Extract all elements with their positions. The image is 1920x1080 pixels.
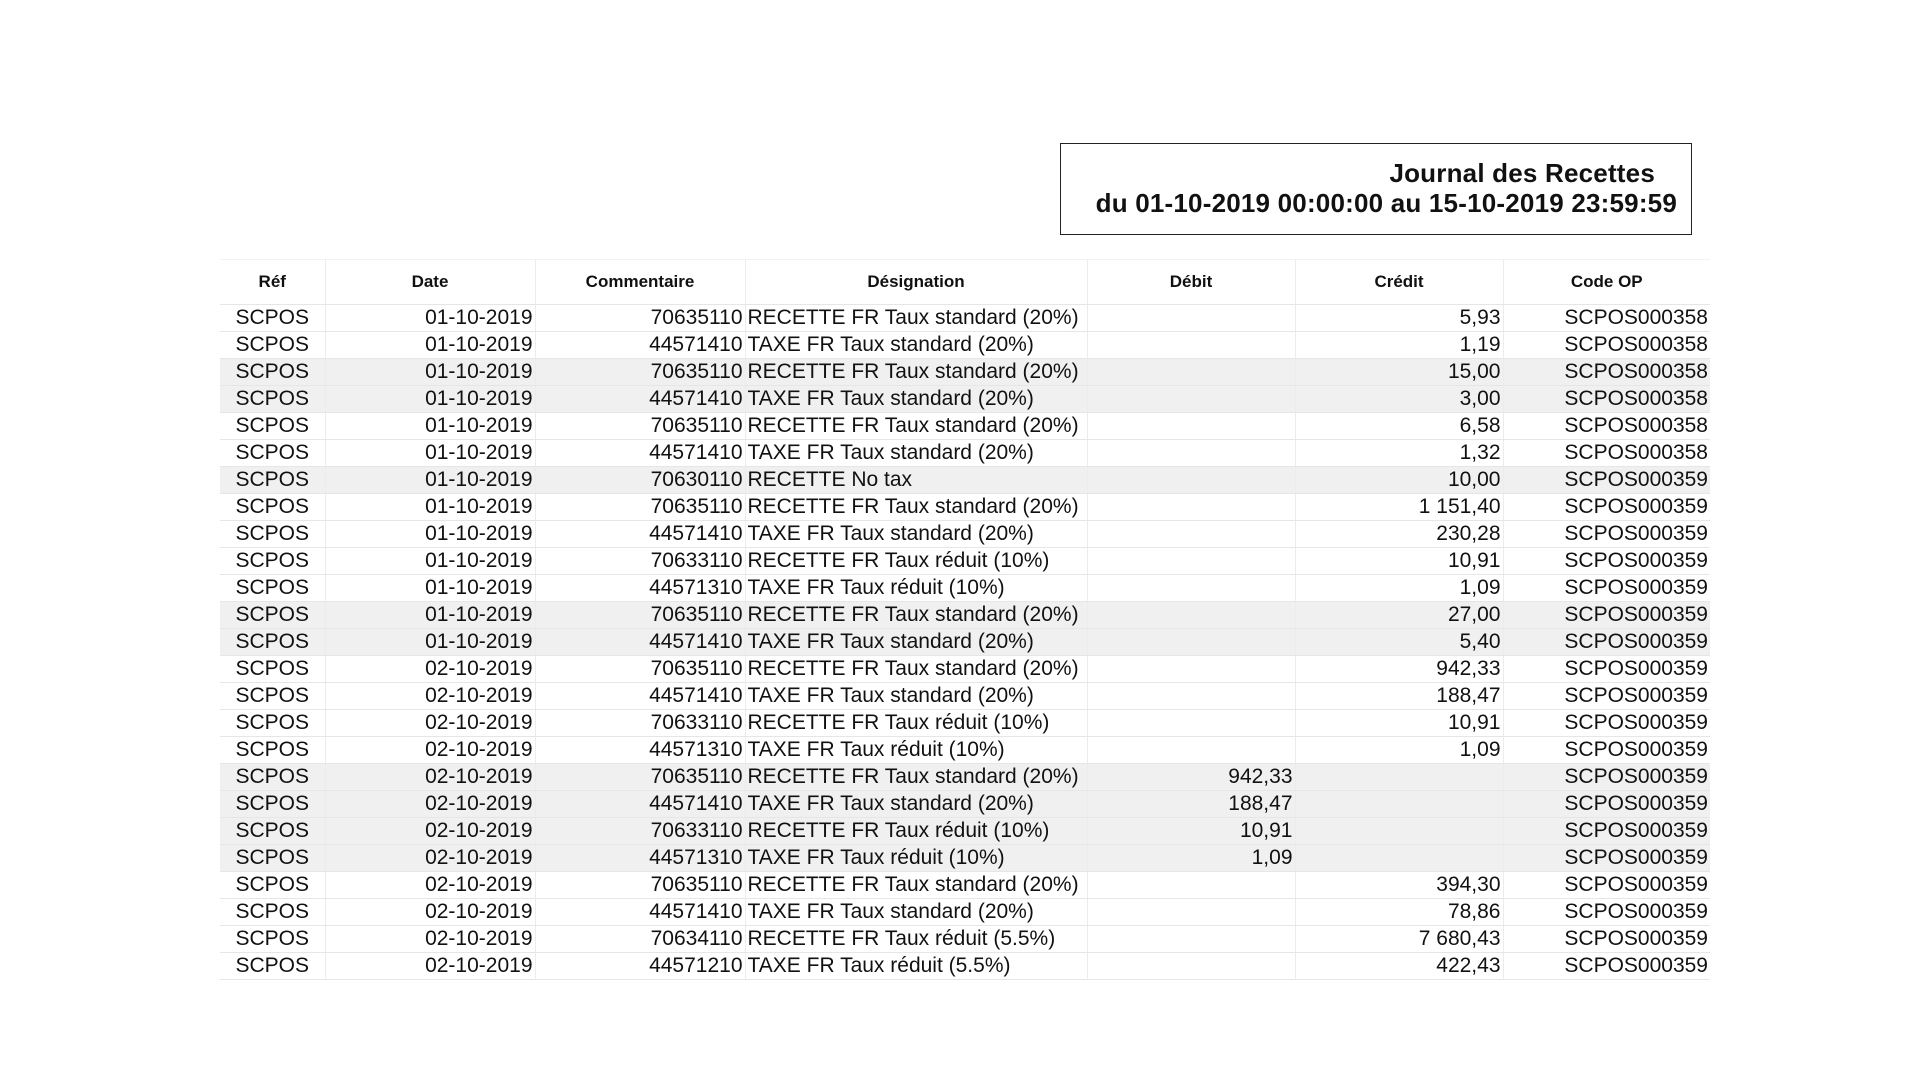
cell-comment: 44571410 (535, 629, 745, 656)
cell-ref: SCPOS (220, 629, 325, 656)
table-row (220, 467, 1710, 494)
cell-debit (1087, 359, 1295, 386)
cell-debit: 1,09 (1087, 845, 1295, 872)
cell-credit: 188,47 (1295, 683, 1503, 710)
cell-date: 01-10-2019 (325, 629, 535, 656)
cell-debit (1087, 656, 1295, 683)
table-row (220, 602, 1710, 629)
cell-designation: RECETTE FR Taux standard (20%) (745, 602, 1087, 629)
cell-credit: 5,93 (1295, 305, 1503, 332)
table-row (220, 548, 1710, 575)
cell-ref: SCPOS (220, 683, 325, 710)
col-header-credit: Crédit (1295, 260, 1503, 305)
cell-debit (1087, 332, 1295, 359)
cell-designation: RECETTE FR Taux standard (20%) (745, 413, 1087, 440)
cell-date: 02-10-2019 (325, 953, 535, 980)
cell-comment: 44571410 (535, 332, 745, 359)
cell-designation: RECETTE No tax (745, 467, 1087, 494)
cell-date: 01-10-2019 (325, 305, 535, 332)
cell-designation: RECETTE FR Taux standard (20%) (745, 764, 1087, 791)
cell-debit: 10,91 (1087, 818, 1295, 845)
cell-debit (1087, 629, 1295, 656)
table-row (220, 953, 1710, 980)
cell-date: 01-10-2019 (325, 440, 535, 467)
cell-comment: 70630110 (535, 467, 745, 494)
cell-ref: SCPOS (220, 602, 325, 629)
cell-code-op: SCPOS000358 (1503, 440, 1710, 467)
cell-credit: 422,43 (1295, 953, 1503, 980)
cell-credit: 230,28 (1295, 521, 1503, 548)
cell-credit: 394,30 (1295, 872, 1503, 899)
table-row (220, 926, 1710, 953)
cell-credit: 10,91 (1295, 710, 1503, 737)
cell-comment: 44571410 (535, 440, 745, 467)
cell-designation: TAXE FR Taux standard (20%) (745, 683, 1087, 710)
cell-credit: 1,09 (1295, 737, 1503, 764)
cell-date: 01-10-2019 (325, 575, 535, 602)
cell-ref: SCPOS (220, 764, 325, 791)
cell-code-op: SCPOS000359 (1503, 521, 1710, 548)
cell-debit (1087, 494, 1295, 521)
cell-debit (1087, 737, 1295, 764)
cell-date: 02-10-2019 (325, 764, 535, 791)
cell-code-op: SCPOS000359 (1503, 656, 1710, 683)
cell-date: 02-10-2019 (325, 656, 535, 683)
cell-comment: 44571310 (535, 737, 745, 764)
cell-code-op: SCPOS000359 (1503, 845, 1710, 872)
cell-credit: 15,00 (1295, 359, 1503, 386)
cell-code-op: SCPOS000359 (1503, 737, 1710, 764)
journal-table (220, 259, 1710, 980)
cell-designation: TAXE FR Taux réduit (10%) (745, 575, 1087, 602)
cell-comment: 70635110 (535, 413, 745, 440)
col-header-ref: Réf (220, 260, 325, 305)
cell-comment: 70635110 (535, 764, 745, 791)
cell-comment: 44571410 (535, 791, 745, 818)
cell-date: 02-10-2019 (325, 683, 535, 710)
cell-date: 02-10-2019 (325, 791, 535, 818)
cell-code-op: SCPOS000359 (1503, 602, 1710, 629)
cell-date: 02-10-2019 (325, 737, 535, 764)
col-header-code-op: Code OP (1503, 260, 1710, 305)
cell-designation: RECETTE FR Taux réduit (10%) (745, 818, 1087, 845)
table-row (220, 764, 1710, 791)
table-row (220, 629, 1710, 656)
table-row (220, 683, 1710, 710)
table-row (220, 845, 1710, 872)
cell-designation: TAXE FR Taux standard (20%) (745, 332, 1087, 359)
cell-code-op: SCPOS000359 (1503, 764, 1710, 791)
cell-ref: SCPOS (220, 359, 325, 386)
cell-date: 02-10-2019 (325, 818, 535, 845)
table-row (220, 872, 1710, 899)
cell-ref: SCPOS (220, 440, 325, 467)
cell-credit: 1,32 (1295, 440, 1503, 467)
cell-credit: 3,00 (1295, 386, 1503, 413)
col-header-designation: Désignation (745, 260, 1087, 305)
cell-comment: 44571410 (535, 899, 745, 926)
cell-designation: TAXE FR Taux standard (20%) (745, 791, 1087, 818)
cell-debit (1087, 575, 1295, 602)
cell-debit (1087, 953, 1295, 980)
cell-credit (1295, 818, 1503, 845)
cell-comment: 44571410 (535, 386, 745, 413)
cell-debit (1087, 926, 1295, 953)
cell-designation: RECETTE FR Taux standard (20%) (745, 872, 1087, 899)
cell-ref: SCPOS (220, 710, 325, 737)
cell-debit (1087, 683, 1295, 710)
cell-code-op: SCPOS000359 (1503, 467, 1710, 494)
cell-comment: 70635110 (535, 602, 745, 629)
cell-ref: SCPOS (220, 467, 325, 494)
report-period: du 01-10-2019 00:00:00 au 15-10-2019 23:59:59 (1095, 188, 1677, 218)
table-row (220, 710, 1710, 737)
cell-debit (1087, 386, 1295, 413)
table-row (220, 521, 1710, 548)
cell-ref: SCPOS (220, 656, 325, 683)
cell-designation: TAXE FR Taux standard (20%) (745, 386, 1087, 413)
cell-credit: 942,33 (1295, 656, 1503, 683)
cell-code-op: SCPOS000359 (1503, 575, 1710, 602)
cell-comment: 70635110 (535, 305, 745, 332)
cell-credit: 1 151,40 (1295, 494, 1503, 521)
cell-code-op: SCPOS000358 (1503, 386, 1710, 413)
cell-debit (1087, 710, 1295, 737)
cell-code-op: SCPOS000359 (1503, 683, 1710, 710)
report-title: Journal des Recettes (1389, 158, 1655, 188)
cell-code-op: SCPOS000359 (1503, 548, 1710, 575)
cell-comment: 44571310 (535, 845, 745, 872)
cell-code-op: SCPOS000358 (1503, 359, 1710, 386)
cell-code-op: SCPOS000359 (1503, 710, 1710, 737)
cell-code-op: SCPOS000358 (1503, 305, 1710, 332)
cell-comment: 70635110 (535, 656, 745, 683)
cell-comment: 44571410 (535, 521, 745, 548)
report-title-box (1060, 143, 1692, 235)
cell-comment: 70633110 (535, 818, 745, 845)
cell-credit (1295, 791, 1503, 818)
cell-date: 01-10-2019 (325, 494, 535, 521)
cell-credit: 27,00 (1295, 602, 1503, 629)
cell-date: 02-10-2019 (325, 845, 535, 872)
cell-ref: SCPOS (220, 332, 325, 359)
cell-credit: 10,91 (1295, 548, 1503, 575)
cell-code-op: SCPOS000359 (1503, 872, 1710, 899)
col-header-date: Date (325, 260, 535, 305)
cell-ref: SCPOS (220, 791, 325, 818)
col-header-debit: Débit (1087, 260, 1295, 305)
cell-credit: 1,09 (1295, 575, 1503, 602)
table-row (220, 305, 1710, 332)
cell-date: 01-10-2019 (325, 386, 535, 413)
cell-date: 02-10-2019 (325, 899, 535, 926)
cell-designation: TAXE FR Taux standard (20%) (745, 521, 1087, 548)
cell-designation: RECETTE FR Taux réduit (10%) (745, 710, 1087, 737)
cell-ref: SCPOS (220, 386, 325, 413)
cell-debit (1087, 602, 1295, 629)
cell-ref: SCPOS (220, 845, 325, 872)
cell-designation: RECETTE FR Taux standard (20%) (745, 359, 1087, 386)
cell-credit (1295, 764, 1503, 791)
cell-debit: 942,33 (1087, 764, 1295, 791)
cell-date: 02-10-2019 (325, 926, 535, 953)
table-row (220, 413, 1710, 440)
cell-credit: 5,40 (1295, 629, 1503, 656)
cell-credit (1295, 845, 1503, 872)
cell-designation: RECETTE FR Taux réduit (5.5%) (745, 926, 1087, 953)
cell-debit (1087, 467, 1295, 494)
col-header-comment: Commentaire (535, 260, 745, 305)
cell-credit: 1,19 (1295, 332, 1503, 359)
table-row (220, 332, 1710, 359)
cell-code-op: SCPOS000359 (1503, 899, 1710, 926)
cell-code-op: SCPOS000358 (1503, 332, 1710, 359)
cell-ref: SCPOS (220, 548, 325, 575)
cell-date: 01-10-2019 (325, 548, 535, 575)
cell-designation: TAXE FR Taux réduit (5.5%) (745, 953, 1087, 980)
cell-comment: 70635110 (535, 494, 745, 521)
table-row (220, 818, 1710, 845)
table-row (220, 359, 1710, 386)
cell-code-op: SCPOS000358 (1503, 413, 1710, 440)
cell-debit (1087, 440, 1295, 467)
cell-ref: SCPOS (220, 413, 325, 440)
cell-designation: TAXE FR Taux réduit (10%) (745, 845, 1087, 872)
cell-ref: SCPOS (220, 737, 325, 764)
cell-debit (1087, 899, 1295, 926)
cell-comment: 70633110 (535, 548, 745, 575)
cell-designation: TAXE FR Taux standard (20%) (745, 440, 1087, 467)
cell-date: 01-10-2019 (325, 359, 535, 386)
table-row (220, 791, 1710, 818)
table-row (220, 494, 1710, 521)
cell-date: 01-10-2019 (325, 332, 535, 359)
cell-debit: 188,47 (1087, 791, 1295, 818)
cell-ref: SCPOS (220, 872, 325, 899)
cell-credit: 78,86 (1295, 899, 1503, 926)
cell-code-op: SCPOS000359 (1503, 926, 1710, 953)
table-row (220, 656, 1710, 683)
cell-ref: SCPOS (220, 953, 325, 980)
cell-code-op: SCPOS000359 (1503, 629, 1710, 656)
cell-designation: TAXE FR Taux standard (20%) (745, 899, 1087, 926)
cell-designation: TAXE FR Taux réduit (10%) (745, 737, 1087, 764)
cell-comment: 70634110 (535, 926, 745, 953)
table-row (220, 575, 1710, 602)
cell-code-op: SCPOS000359 (1503, 953, 1710, 980)
cell-debit (1087, 872, 1295, 899)
cell-comment: 70635110 (535, 359, 745, 386)
cell-credit: 10,00 (1295, 467, 1503, 494)
cell-ref: SCPOS (220, 305, 325, 332)
header-row (220, 260, 1710, 305)
cell-date: 02-10-2019 (325, 710, 535, 737)
cell-code-op: SCPOS000359 (1503, 494, 1710, 521)
cell-debit (1087, 305, 1295, 332)
cell-date: 01-10-2019 (325, 521, 535, 548)
cell-comment: 70633110 (535, 710, 745, 737)
cell-date: 01-10-2019 (325, 413, 535, 440)
cell-ref: SCPOS (220, 521, 325, 548)
cell-code-op: SCPOS000359 (1503, 791, 1710, 818)
cell-designation: RECETTE FR Taux réduit (10%) (745, 548, 1087, 575)
cell-comment: 44571210 (535, 953, 745, 980)
cell-comment: 44571410 (535, 683, 745, 710)
cell-designation: RECETTE FR Taux standard (20%) (745, 494, 1087, 521)
cell-debit (1087, 548, 1295, 575)
table-row (220, 386, 1710, 413)
cell-debit (1087, 521, 1295, 548)
cell-ref: SCPOS (220, 494, 325, 521)
cell-ref: SCPOS (220, 575, 325, 602)
table-row (220, 440, 1710, 467)
cell-date: 01-10-2019 (325, 602, 535, 629)
cell-credit: 6,58 (1295, 413, 1503, 440)
cell-designation: RECETTE FR Taux standard (20%) (745, 656, 1087, 683)
cell-credit: 7 680,43 (1295, 926, 1503, 953)
cell-comment: 44571310 (535, 575, 745, 602)
journal-body (220, 305, 1710, 980)
cell-ref: SCPOS (220, 899, 325, 926)
cell-comment: 70635110 (535, 872, 745, 899)
cell-ref: SCPOS (220, 818, 325, 845)
cell-designation: TAXE FR Taux standard (20%) (745, 629, 1087, 656)
cell-date: 02-10-2019 (325, 872, 535, 899)
table-row (220, 737, 1710, 764)
cell-code-op: SCPOS000359 (1503, 818, 1710, 845)
cell-ref: SCPOS (220, 926, 325, 953)
cell-date: 01-10-2019 (325, 467, 535, 494)
cell-designation: RECETTE FR Taux standard (20%) (745, 305, 1087, 332)
table-row (220, 899, 1710, 926)
cell-debit (1087, 413, 1295, 440)
